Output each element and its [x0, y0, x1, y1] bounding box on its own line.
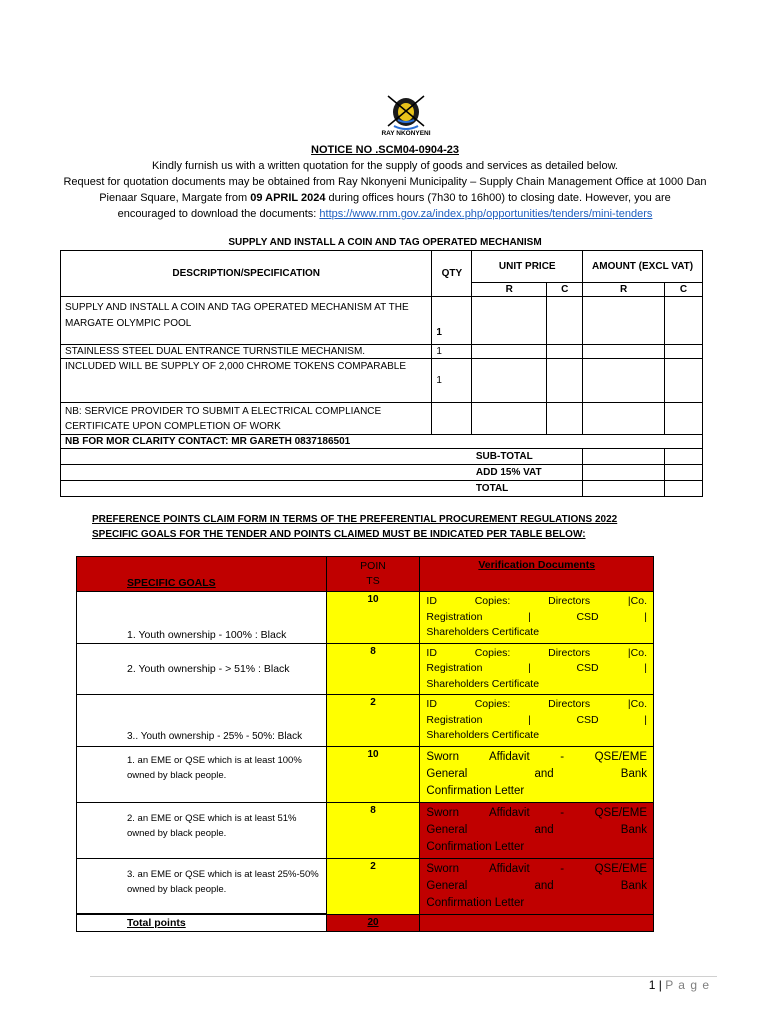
item-description: STAINLESS STEEL DUAL ENTRANCE TURNSTILE MECHANISM.: [61, 345, 432, 359]
goal-row: 2. an EME or QSE which is at least 51% owned by black people.: [77, 802, 327, 858]
empty-cell: [432, 403, 472, 435]
doc-line: Shareholders Certificate: [426, 729, 540, 741]
header-qty: QTY: [432, 251, 472, 297]
item-qty: 1: [432, 297, 472, 345]
intro-line-3a: Pienaar Square, Margate from: [99, 192, 251, 204]
empty-cell: [61, 481, 472, 497]
header-points-2: TS: [366, 575, 380, 587]
goal-points: 10: [326, 746, 420, 802]
item-unit-c[interactable]: [547, 345, 583, 359]
item-qty: 1: [432, 359, 472, 403]
item-unit-c[interactable]: [547, 297, 583, 345]
vat-c[interactable]: [665, 465, 703, 481]
intro-line-3: [20, 190, 750, 206]
total-c[interactable]: [665, 481, 703, 497]
item-description: SUPPLY AND INSTALL A COIN AND TAG OPERATED MECHANISM AT THE MARGATE OLYMPIC POOL: [61, 297, 432, 345]
specific-goals-table: [76, 556, 654, 932]
total-points-label: Total points: [77, 914, 327, 932]
empty-cell: [583, 403, 665, 435]
item-unit-r[interactable]: [472, 297, 547, 345]
vat-label: ADD 15% VAT: [472, 465, 583, 481]
total-r[interactable]: [583, 481, 665, 497]
item-unit-r[interactable]: [472, 359, 547, 403]
compliance-note: NB: SERVICE PROVIDER TO SUBMIT A ELECTRICAL COMPLIANCE CERTIFICATE UPON COMPLETION OF WORK: [61, 403, 432, 435]
item-unit-c[interactable]: [547, 359, 583, 403]
intro-line-1: Kindly furnish us with a written quotation for the supply of goods and services as detailed below.: [152, 160, 618, 172]
preference-line-2: SPECIFIC GOALS FOR THE TENDER AND POINTS CLAIMED MUST BE INDICATED PER TABLE BELOW:: [92, 529, 586, 540]
doc-line: ID Copies: Directors |Co.: [426, 646, 647, 659]
doc-line: General and Bank: [426, 823, 647, 836]
doc-line: Shareholders Certificate: [426, 626, 540, 638]
doc-line: Registration | CSD |: [426, 610, 647, 623]
verification-docs: [420, 643, 654, 695]
preference-heading: [92, 512, 692, 542]
empty-cell: [61, 465, 472, 481]
item-amount-r[interactable]: [583, 359, 665, 403]
contact-note: NB FOR MOR CLARITY CONTACT: MR GARETH 0837186501: [61, 435, 703, 449]
doc-line: General and Bank: [426, 767, 647, 780]
header-unit-price: UNIT PRICE: [472, 251, 583, 283]
footer-divider: [90, 976, 717, 977]
closing-date: 09 APRIL 2024: [250, 192, 326, 204]
item-qty: 1: [432, 345, 472, 359]
empty-cell: [61, 449, 472, 465]
goal-row: 1. Youth ownership - 100% : Black: [77, 592, 327, 644]
verification-docs: [420, 746, 654, 802]
goal-row: 3. an EME or QSE which is at least 25%-50% owned by black people.: [77, 858, 327, 914]
shield-logo-icon: [376, 90, 436, 140]
municipality-logo: [376, 90, 436, 140]
empty-cell: [472, 403, 547, 435]
page-label: P a g e: [665, 978, 710, 992]
total-points-value: 20: [326, 914, 420, 932]
header-unit-c: C: [547, 283, 583, 297]
intro-line-4: [20, 206, 750, 222]
logo-text: RAY NKONYENI: [381, 130, 431, 137]
item-description: INCLUDED WILL BE SUPPLY OF 2,000 CHROME TOKENS COMPARABLE: [61, 359, 432, 403]
preference-line-1: PREFERENCE POINTS CLAIM FORM IN TERMS OF THE PREFERENTIAL PROCUREMENT REGULATIONS 2022: [92, 514, 618, 525]
goal-row: 2. Youth ownership - > 51% : Black: [77, 643, 327, 695]
goal-row: 1. an EME or QSE which is at least 100% owned by black people.: [77, 746, 327, 802]
goal-points: 8: [326, 802, 420, 858]
doc-line: ID Copies: Directors |Co.: [426, 698, 647, 710]
vat-r[interactable]: [583, 465, 665, 481]
verification-docs: [420, 802, 654, 858]
goal-points: 10: [326, 592, 420, 644]
download-link[interactable]: https://www.rnm.gov.za/index.php/opportunities/tenders/mini-tenders: [319, 208, 653, 220]
item-amount-c[interactable]: [665, 345, 703, 359]
header-amount-r: R: [583, 283, 665, 297]
doc-line: Confirmation Letter: [426, 896, 525, 909]
empty-cell: [547, 403, 583, 435]
item-amount-r[interactable]: [583, 345, 665, 359]
header-specific-goals: SPECIFIC GOALS: [77, 557, 327, 592]
verification-docs: [420, 858, 654, 914]
page-separator: |: [655, 978, 666, 992]
page-number: 1: [648, 978, 656, 992]
doc-line: Sworn Affidavit - QSE/EME: [426, 806, 647, 819]
goal-points: 8: [326, 643, 420, 695]
doc-line: General and Bank: [426, 879, 647, 892]
quotation-table: [60, 250, 703, 497]
header-points-1: POIN: [360, 560, 386, 572]
item-unit-r[interactable]: [472, 345, 547, 359]
intro-text: [20, 158, 750, 222]
subtotal-c[interactable]: [665, 449, 703, 465]
total-label: TOTAL: [472, 481, 583, 497]
verification-docs: [420, 695, 654, 747]
header-amount-c: C: [665, 283, 703, 297]
doc-line: Registration | CSD |: [426, 662, 647, 674]
item-amount-c[interactable]: [665, 297, 703, 345]
intro-line-2: Request for quotation documents may be obtained from Ray Nkonyeni Municipality – Supply Chain Management Office at 1000 Dan: [63, 176, 707, 188]
header-points: [326, 557, 420, 592]
goal-points: 2: [326, 858, 420, 914]
doc-line: ID Copies: Directors |Co.: [426, 595, 647, 607]
goal-row: 3.. Youth ownership - 25% - 50%: Black: [77, 695, 327, 747]
header-unit-r: R: [472, 283, 547, 297]
empty-cell: [665, 403, 703, 435]
page-footer: [560, 978, 710, 992]
subtotal-r[interactable]: [583, 449, 665, 465]
verification-docs: [420, 592, 654, 644]
doc-line: Sworn Affidavit - QSE/EME: [426, 862, 647, 875]
intro-line-4a: encouraged to download the documents:: [117, 208, 320, 220]
item-amount-c[interactable]: [665, 359, 703, 403]
header-verification: Verification Documents: [420, 557, 654, 592]
goal-points: 2: [326, 695, 420, 747]
item-amount-r[interactable]: [583, 297, 665, 345]
header-description: DESCRIPTION/SPECIFICATION: [61, 251, 432, 297]
subtotal-label: SUB-TOTAL: [472, 449, 583, 465]
quotation-table-title: SUPPLY AND INSTALL A COIN AND TAG OPERATED MECHANISM: [228, 237, 542, 248]
notice-number: NOTICE NO .SCM04-0904-23: [311, 144, 459, 156]
header-amount: AMOUNT (EXCL VAT): [583, 251, 703, 283]
doc-line: Confirmation Letter: [426, 784, 525, 797]
intro-line-3c: during offices hours (7h30 to 16h00) to closing date. However, you are: [325, 192, 671, 204]
doc-line: Sworn Affidavit - QSE/EME: [426, 750, 647, 763]
empty-cell: [420, 914, 654, 932]
doc-line: Shareholders Certificate: [426, 677, 540, 690]
doc-line: Registration | CSD |: [426, 713, 647, 726]
doc-line: Confirmation Letter: [426, 840, 525, 853]
